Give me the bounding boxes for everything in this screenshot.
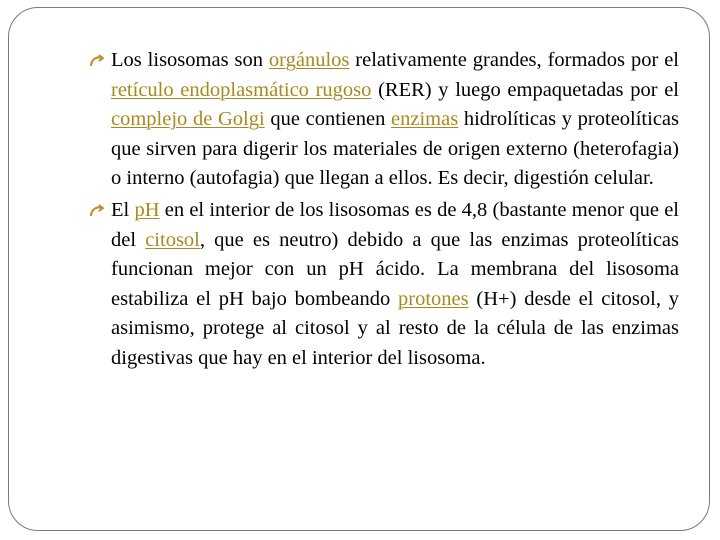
link-organulos[interactable]: orgánulos [268,49,350,71]
link-enzimas[interactable]: enzimas [391,108,459,131]
text-segment: (H+) desde el citosol, y asimismo, protege al citosol y al resto de la célula de las enzimas digestivas que hay en el interior del lisosoma. [111,287,679,369]
bullet-paragraph-ph [89,196,679,374]
text-segment: relativamente grandes, formados por el [349,49,679,71]
slide-content [89,46,679,374]
link-ph[interactable]: pH [134,198,160,221]
slide-frame [8,7,710,531]
link-citosol[interactable]: citosol [145,228,200,251]
link-protones[interactable]: protones [398,287,469,310]
text-segment: que contienen [264,108,391,131]
bullet-paragraph-lisosomas [89,46,679,194]
text-segment: Los lisosomas son [111,49,269,71]
link-reticulo-endoplasmatico-rugoso[interactable]: retículo endoplasmático rugoso [111,78,372,101]
curved-arrow-bullet-icon [89,53,105,69]
text-segment: , que es neutro) debido a que las enzimas proteolíticas funcionan mejor con un pH ácido. La membrana del lisosoma estabiliza el pH bajo bombeando [111,228,679,310]
text-segment: (RER) y luego empaquetadas por el [371,78,679,101]
text-segment: El [111,198,135,221]
curved-arrow-bullet-icon [89,203,105,219]
text-segment: en el interior de los lisosomas es de 4,8 (bastante menor que el del [111,198,679,251]
text-segment: hidrolíticas y proteolíticas que sirven para digerir los materiales de origen externo (heterofagia) o interno (autofagia) que llegan a ellos. Es decir, digestión celular. [111,108,679,190]
link-complejo-de-golgi[interactable]: complejo de Golgi [111,108,265,131]
